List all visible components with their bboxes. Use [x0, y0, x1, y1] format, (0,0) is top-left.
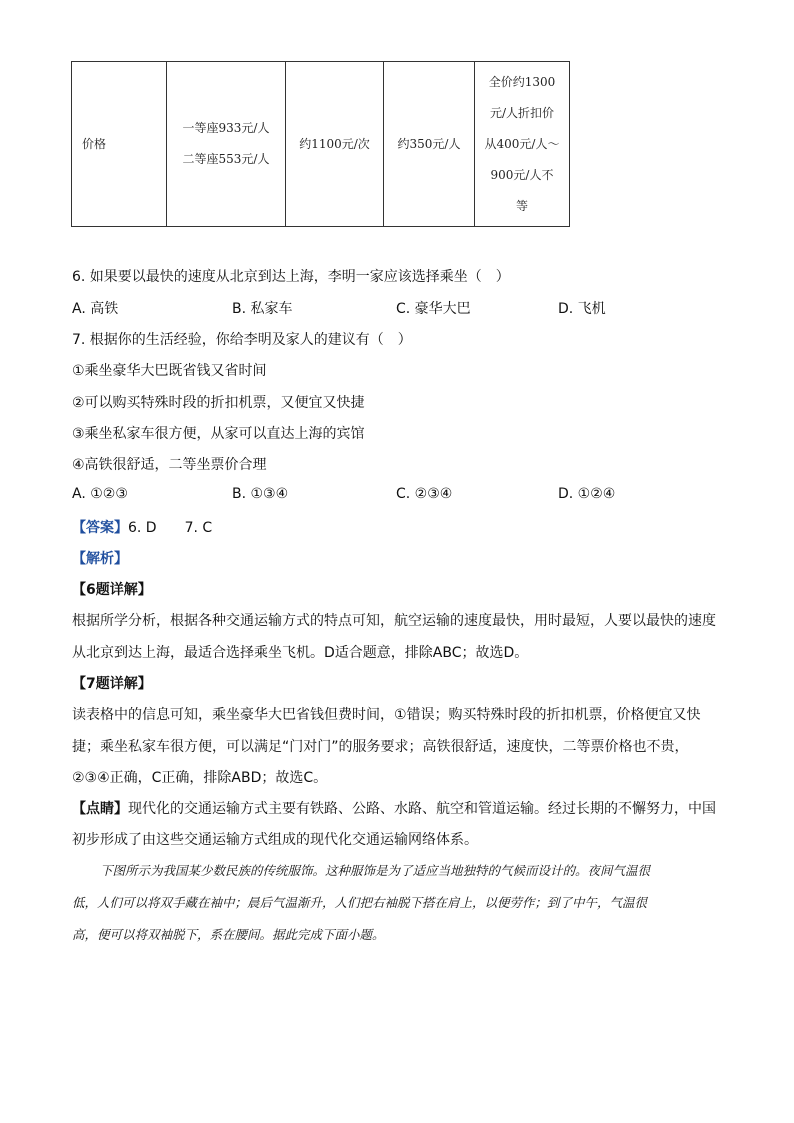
row-label-cell: 价格	[72, 62, 167, 227]
price-table	[71, 61, 570, 227]
question-6-stem: 6. 如果要以最快的速度从北京到达上海，李明一家应该选择乘坐（ ）	[72, 269, 510, 285]
analysis-label: 【解析】	[72, 551, 128, 567]
detail-7-line-1: 读表格中的信息可知，乘坐豪华大巴省钱但费时间，①错误；购买特殊时段的折扣机票，价格便宜又快	[72, 707, 701, 723]
flight-price-line: 全价约1300	[488, 74, 556, 89]
detail-7-label: 【7题详解】	[72, 676, 152, 692]
q7-option-b: B. ①③④	[232, 486, 289, 502]
flight-price-line: 等	[515, 198, 528, 213]
train-price-cell	[167, 62, 286, 227]
flight-price-cell	[475, 62, 570, 227]
detail-7-line-3: ②③④正确，C正确，排除ABD；故选C。	[72, 770, 328, 786]
detail-6-line-2: 从北京到达上海，最适合选择乘坐飞机。D适合题意，排除ABC；故选D。	[72, 645, 529, 661]
answer-text: 6. D 7. C	[128, 520, 213, 536]
q6-option-a: A. 高铁	[72, 301, 119, 317]
q6-option-b: B. 私家车	[232, 301, 293, 317]
passage-line-3: 高，便可以将双袖脱下，系在腰间。据此完成下面小题。	[72, 927, 385, 942]
answer-label: 【答案】	[72, 520, 128, 536]
flight-price-line: 元/人折扣价	[489, 105, 555, 120]
q7-option-d: D. ①②④	[558, 486, 616, 502]
train-second-class: 二等座553元/人	[182, 152, 270, 166]
question-7-stem: 7. 根据你的生活经验，你给李明及家人的建议有（ ）	[72, 332, 412, 348]
q7-statement-2: ②可以购买特殊时段的折扣机票，又便宜又快捷	[72, 395, 365, 411]
flight-price-line: 从400元/人～	[484, 136, 560, 151]
q7-option-c: C. ②③④	[396, 486, 453, 502]
pointer-line-1	[72, 798, 716, 818]
q6-option-c: C. 豪华大巴	[396, 301, 471, 317]
pointer-text: 现代化的交通运输方式主要有铁路、公路、水路、航空和管道运输。经过长期的不懈努力，中国	[128, 801, 716, 817]
passage-line-1: 下图所示为我国某少数民族的传统服饰。这种服饰是为了适应当地独特的气候而设计的。夜间气温很	[100, 863, 651, 878]
q7-statement-1: ①乘坐豪华大巴既省钱又省时间	[72, 363, 267, 379]
bus-price-cell: 约350元/人	[384, 62, 475, 227]
detail-6-line-1: 根据所学分析，根据各种交通运输方式的特点可知，航空运输的速度最快，用时最短，人要以最快的速度	[72, 613, 716, 629]
pointer-line-2: 初步形成了由这些交通运输方式组成的现代化交通运输网络体系。	[72, 832, 478, 848]
q7-option-a: A. ①②③	[72, 486, 128, 502]
train-first-class: 一等座933元/人	[182, 121, 270, 135]
pointer-label: 【点睛】	[72, 801, 128, 817]
q6-option-d: D. 飞机	[558, 301, 606, 317]
answer-line	[72, 517, 212, 537]
table-row	[72, 62, 570, 227]
detail-6-label: 【6题详解】	[72, 582, 152, 598]
passage-line-2: 低，人们可以将双手藏在袖中；晨后气温渐升，人们把右袖脱下搭在肩上，以便劳作；到了中午，气温很	[72, 895, 648, 910]
q7-statement-4: ④高铁很舒适，二等坐票价合理	[72, 457, 267, 473]
car-price-cell: 约1100元/次	[286, 62, 384, 227]
q7-statement-3: ③乘坐私家车很方便，从家可以直达上海的宾馆	[72, 426, 365, 442]
detail-7-line-2: 捷；乘坐私家车很方便，可以满足“门对门”的服务要求；高铁很舒适，速度快，二等票价格也不贵，	[72, 739, 689, 755]
flight-price-line: 900元/人不	[490, 167, 554, 182]
